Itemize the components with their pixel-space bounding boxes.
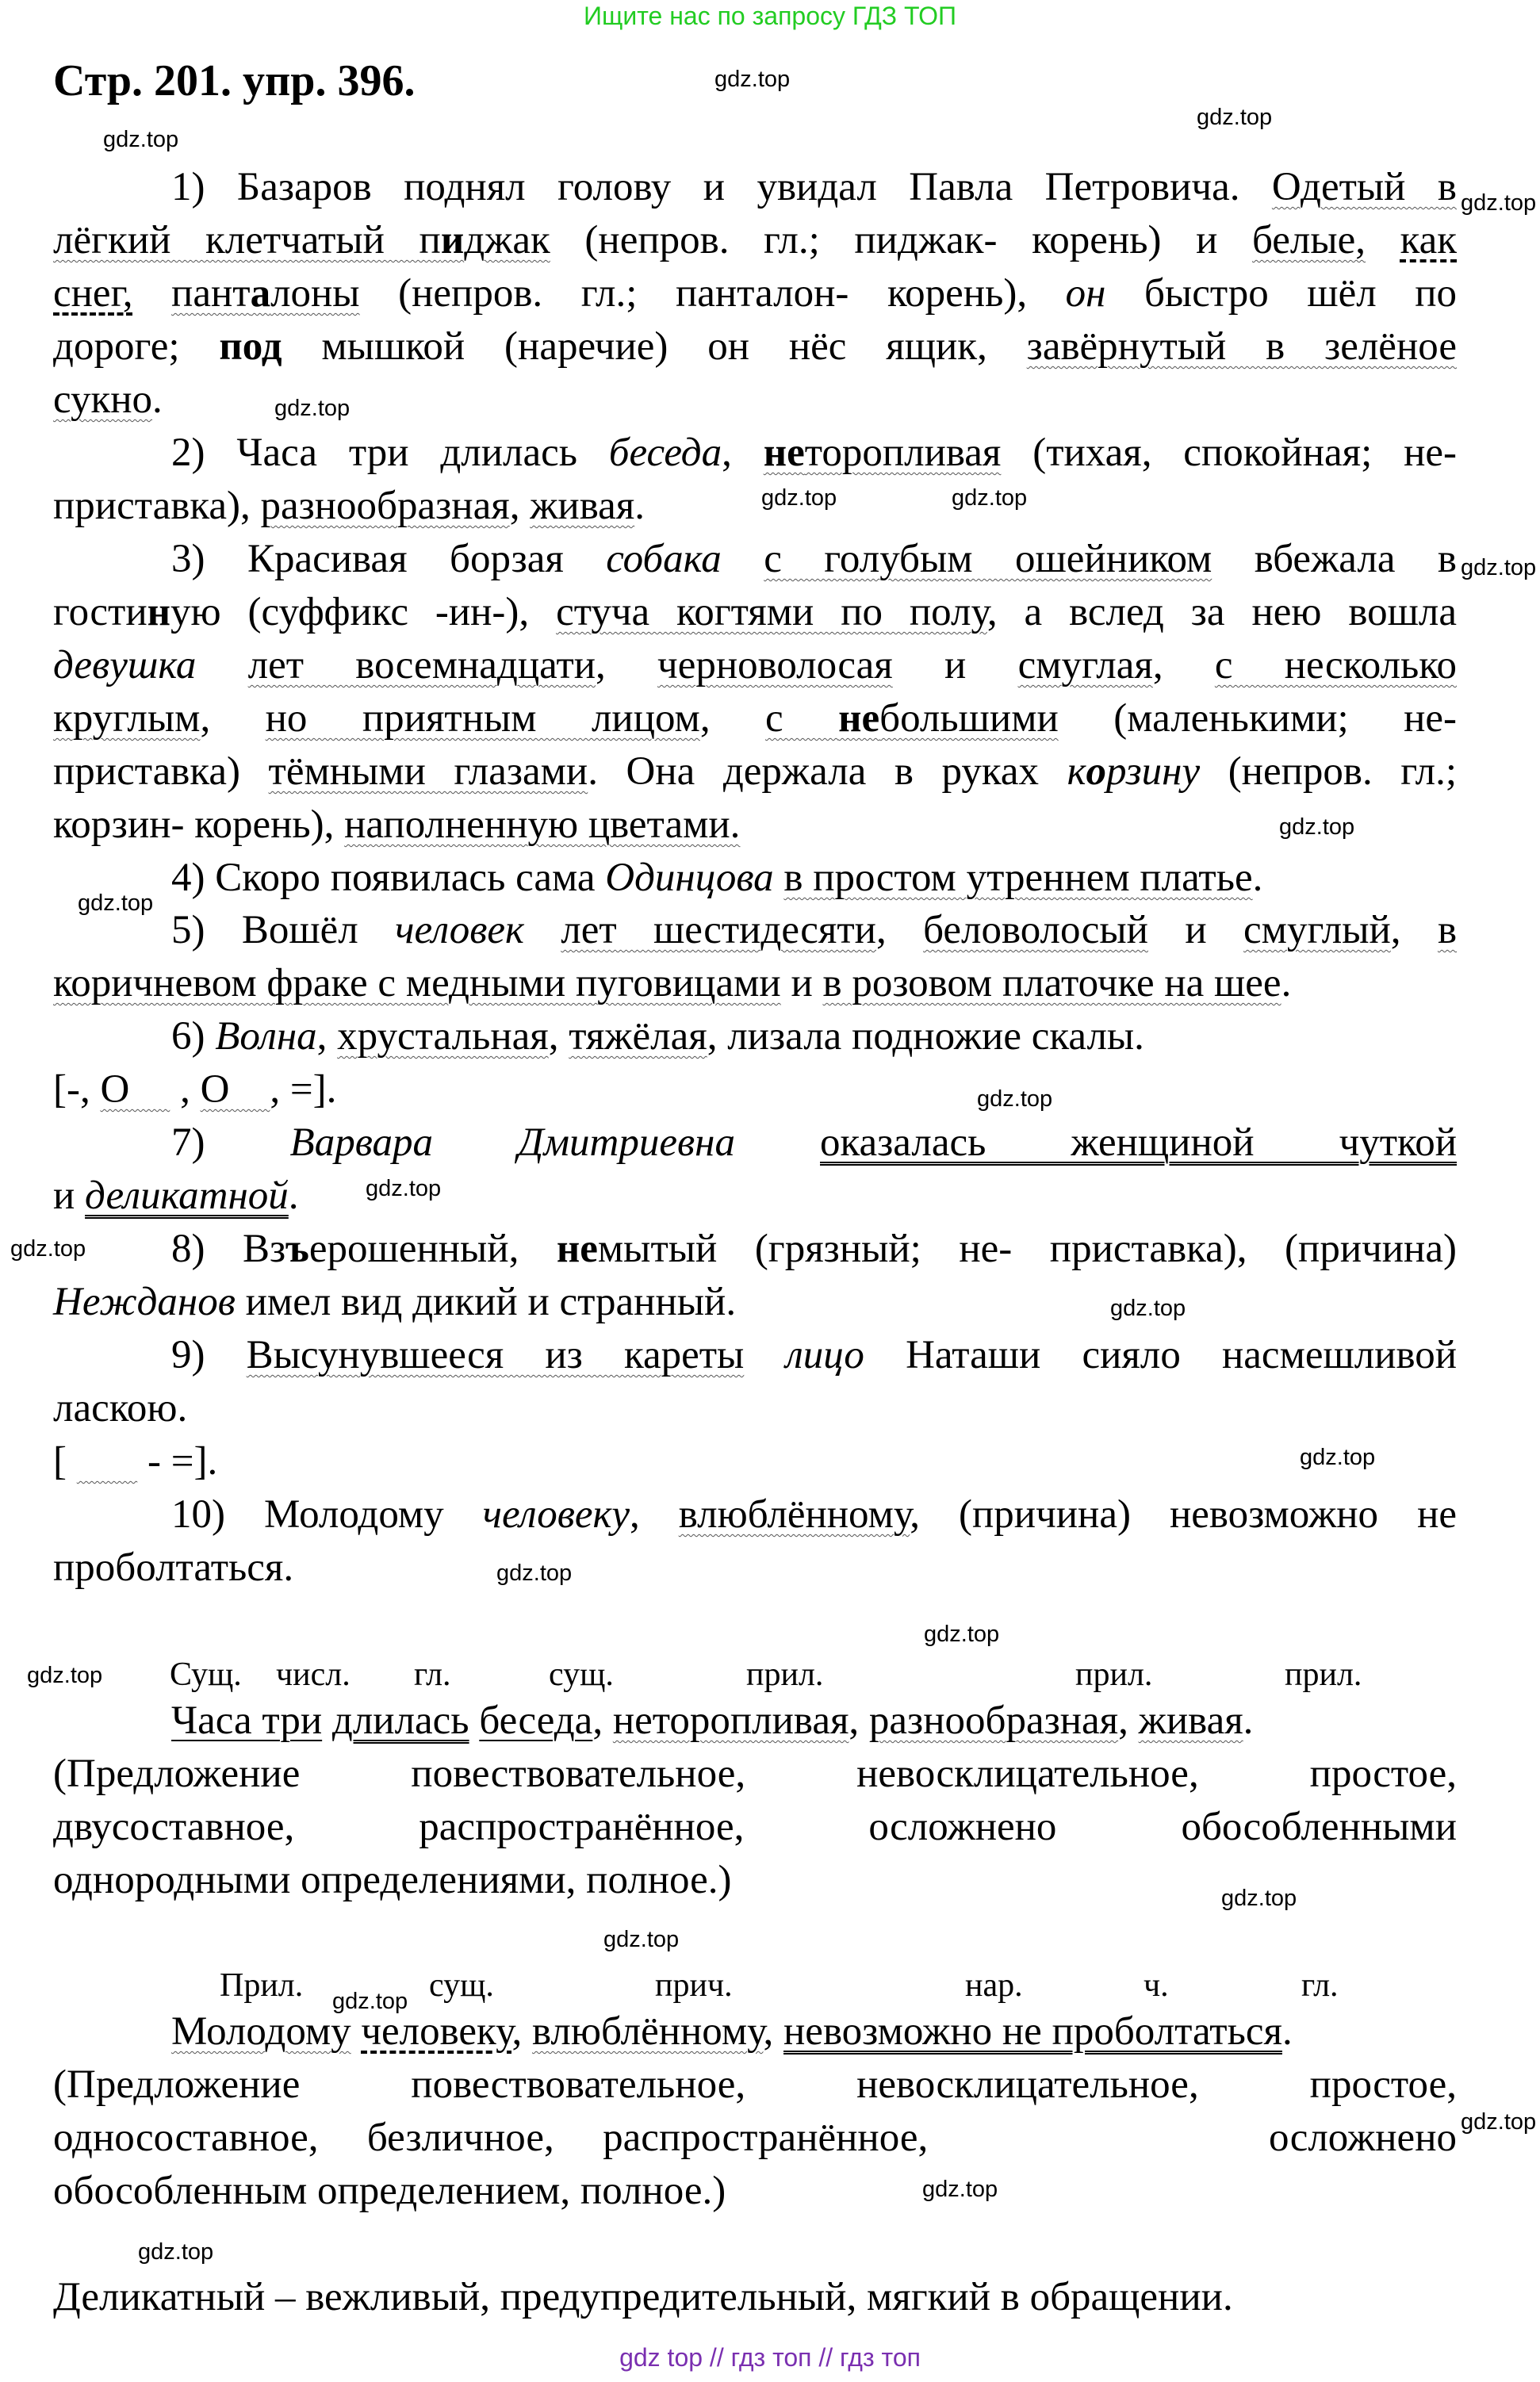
text-segment: . <box>1281 961 1292 1005</box>
text-segment: человек <box>395 908 524 952</box>
text-line <box>53 1170 1457 1222</box>
text-segment: он <box>1065 271 1106 316</box>
text-segment: 3) Красивая борзая <box>171 537 607 581</box>
text-segment: 4) Скоро появилась сама <box>171 856 606 900</box>
watermark: gdz.top <box>1300 1445 1376 1470</box>
text-line <box>53 904 1457 956</box>
text-segment: рзину <box>1105 749 1201 794</box>
text-segment: тяжёлая <box>569 1014 707 1059</box>
text-segment: обособленным определением, полное.) <box>53 2169 726 2213</box>
text-segment: (маленькими; не- <box>1058 696 1458 741</box>
text-segment: под <box>219 324 282 369</box>
text-segment: , <box>763 2009 784 2054</box>
text-segment: и <box>53 1174 86 1218</box>
watermark: gdz.top <box>1461 2109 1537 2135</box>
watermark: gdz.top <box>1279 814 1355 840</box>
pos-label: гл. <box>1301 1967 1339 2004</box>
text-segment: длилась <box>331 1698 469 1743</box>
text-segment: (непров. гл.; пиджак- корень) и <box>550 218 1252 262</box>
text-segment: ую (суффикс -ин-), <box>170 590 557 634</box>
text-segment: оказалась женщиной чуткой <box>820 1120 1458 1165</box>
pos-label: прил. <box>1285 1656 1362 1693</box>
text-segment: односоставное, безличное, распространённое, осложнено <box>53 2116 1457 2160</box>
watermark: gdz.top <box>103 127 179 152</box>
text-segment: , <box>316 1014 338 1059</box>
text-segment: хрустальная <box>337 1014 549 1059</box>
text-segment <box>722 537 764 581</box>
text-segment: 7) <box>171 1120 290 1165</box>
text-segment: девушка <box>53 643 197 687</box>
text-segment: большими <box>879 696 1059 741</box>
text-line <box>53 161 1457 213</box>
text-segment <box>1366 218 1400 262</box>
text-segment: коричневом фраке с медными пуговицами <box>53 961 781 1005</box>
text-segment: приставка), <box>53 484 261 528</box>
text-segment: мышкой (наречие) он нёс ящик, <box>282 324 1027 369</box>
text-segment: приставка) <box>53 749 269 794</box>
watermark: gdz.top <box>274 396 351 421</box>
text-segment: (Предложение повествовательное, невосклицательное, простое, <box>53 1752 1457 1796</box>
text-segment: не <box>556 1227 598 1271</box>
text-segment: (Предложение повествовательное, невосклицательное, простое, <box>53 2062 1457 2107</box>
watermark: gdz.top <box>78 890 154 916</box>
text-segment: джак <box>464 218 550 262</box>
text-segment <box>132 271 171 316</box>
text-segment <box>322 1698 332 1743</box>
text-segment: не <box>763 431 805 475</box>
text-segment: имел вид дикий и странный. <box>235 1280 737 1324</box>
text-segment: человеку <box>482 1492 630 1537</box>
watermark: gdz.top <box>922 2177 998 2202</box>
text-segment: , <box>875 908 924 952</box>
text-segment: завёрнутый в зелёное <box>1026 324 1457 369</box>
watermark: gdz.top <box>952 485 1028 511</box>
text-line <box>53 1063 1457 1116</box>
watermark: gdz.top <box>138 2239 214 2265</box>
text-line <box>53 1010 1457 1063</box>
text-segment: корзин- корень), <box>53 802 345 847</box>
text-line <box>53 1382 1457 1434</box>
text-segment: а <box>250 271 271 316</box>
text-line <box>53 214 1457 266</box>
text-segment: беловолосый <box>923 908 1148 952</box>
text-line <box>53 1276 1457 1328</box>
watermark: gdz.top <box>332 1989 408 2014</box>
text-segment: (непров. гл.; панталон- корень), <box>359 271 1066 316</box>
text-segment: , <box>1390 908 1438 952</box>
text-segment: с <box>765 696 839 741</box>
text-segment: , а вслед за нею вошла <box>986 590 1458 634</box>
text-segment: , лизала подножие скалы. <box>707 1014 1144 1059</box>
watermark: gdz.top <box>1197 105 1273 130</box>
text-segment: Наташи сияло насмешливой <box>864 1333 1458 1377</box>
text-segment: круглым <box>53 696 201 741</box>
text-segment: пант <box>171 271 251 316</box>
text-segment: (непров. гл.; <box>1200 749 1457 794</box>
pos-label: сущ. <box>549 1656 614 1693</box>
text-segment: , =]. <box>270 1067 337 1112</box>
text-segment: и <box>892 643 1018 687</box>
text-segment: беседа <box>608 431 722 475</box>
watermark: gdz.top <box>366 1176 442 1201</box>
text-segment: . Она держала в руках <box>588 749 1067 794</box>
text-line <box>53 1488 1457 1541</box>
text-segment: Деликатный – вежливый, предупредительный, мягкий в обращении. <box>53 2275 1233 2319</box>
page-title: Стр. 201. упр. 396. <box>53 56 416 105</box>
text-segment: [-, <box>53 1067 101 1112</box>
text-segment: о <box>1086 749 1106 794</box>
pos-label: Сущ. <box>170 1656 242 1693</box>
text-segment: , <box>548 1014 569 1059</box>
text-segment: но приятным лицом <box>265 696 700 741</box>
text-segment <box>774 856 784 900</box>
text-segment: О <box>200 1067 270 1112</box>
text-line <box>53 2058 1457 2111</box>
text-line <box>53 533 1457 585</box>
text-segment: О <box>100 1067 170 1112</box>
text-segment: . <box>1252 856 1263 900</box>
pos-label: прил. <box>1075 1656 1153 1693</box>
watermark: gdz.top <box>27 1663 103 1688</box>
text-line <box>53 1329 1457 1381</box>
text-segment: [ <box>53 1439 77 1484</box>
text-segment: ерошенный, <box>308 1227 557 1271</box>
text-segment: . <box>1243 1698 1254 1743</box>
text-segment <box>77 1439 138 1484</box>
pos-label: числ. <box>276 1656 351 1693</box>
text-segment <box>744 1333 785 1377</box>
pos-label: сущ. <box>429 1967 494 2004</box>
text-segment: (тихая, спокойная; не- <box>1001 431 1457 475</box>
watermark: gdz.top <box>603 1927 680 1952</box>
text-segment: черноволосая <box>657 643 893 687</box>
text-segment: разнообразная <box>868 1698 1119 1743</box>
text-segment: , <box>1118 1698 1139 1743</box>
text-line <box>53 427 1457 479</box>
text-segment: . <box>1281 2009 1293 2054</box>
text-segment: в простом утреннем платье <box>783 856 1253 900</box>
text-segment: , <box>596 643 658 687</box>
text-segment: как <box>1400 218 1458 262</box>
pos-label: прич. <box>655 1967 733 2004</box>
text-segment <box>469 1698 480 1743</box>
text-segment: вбежала в <box>1212 537 1458 581</box>
text-segment: , <box>699 696 766 741</box>
text-segment: неторопливая <box>612 1698 849 1743</box>
text-segment: и <box>440 218 465 262</box>
watermark: gdz.top <box>761 485 837 511</box>
text-segment: двусоставное, распространённое, осложнено обособленными <box>53 1805 1457 1849</box>
watermark: gdz.top <box>714 67 791 92</box>
text-segment: лёгкий клетчатый п <box>53 218 441 262</box>
text-segment: лет восемнадцати <box>247 643 596 687</box>
text-segment: 5) Вошёл <box>171 908 396 952</box>
text-segment: - =]. <box>137 1439 218 1484</box>
text-line <box>53 373 1457 426</box>
text-segment: Волна <box>215 1014 317 1059</box>
text-segment: собака <box>606 537 722 581</box>
text-segment: , (причина) невозможно не <box>910 1492 1457 1537</box>
text-line <box>53 639 1457 691</box>
text-segment: , <box>592 1698 613 1743</box>
text-segment: н <box>147 590 171 634</box>
text-segment: разнообразная <box>260 484 510 528</box>
text-segment: , <box>509 484 531 528</box>
pos-label: гл. <box>414 1656 451 1693</box>
text-segment: 9) <box>171 1333 247 1377</box>
text-segment: 8) Вз <box>171 1227 286 1271</box>
text-segment: снег, <box>53 271 133 316</box>
text-segment: 10) Молодому <box>171 1492 483 1537</box>
text-line <box>53 267 1457 320</box>
text-segment: живая <box>530 484 635 528</box>
text-segment: в розовом платочке на шее <box>822 961 1281 1005</box>
text-segment <box>524 908 561 952</box>
text-segment: ъ <box>285 1227 309 1271</box>
text-segment: торопливая <box>804 431 1002 475</box>
text-segment: однородными определениями, полное.) <box>53 1858 732 1902</box>
text-line <box>53 692 1457 745</box>
text-line <box>53 320 1457 373</box>
text-segment: Часа три <box>171 1698 323 1743</box>
text-segment: к <box>1067 749 1086 794</box>
watermark: gdz.top <box>977 1086 1053 1112</box>
text-segment: наполненную цветами. <box>344 802 741 847</box>
text-segment: , <box>1152 643 1215 687</box>
text-segment: влюблённому <box>532 2009 764 2054</box>
text-segment: невозможно не проболтаться <box>783 2009 1282 2054</box>
text-line <box>53 586 1457 638</box>
text-segment: Одинцова <box>605 856 774 900</box>
text-line <box>53 1801 1457 1853</box>
text-segment: Варвара Дмитриевна <box>289 1120 735 1165</box>
search-banner: Ищите нас по запросу ГДЗ ТОП <box>584 2 956 30</box>
text-segment: Высунувшееся из кареты <box>246 1333 745 1377</box>
pos-label: ч. <box>1144 1967 1169 2004</box>
watermark: gdz.top <box>496 1561 573 1586</box>
text-segment: лицо <box>785 1333 864 1377</box>
text-segment: Нежданов <box>53 1280 236 1324</box>
text-segment: . <box>152 377 163 422</box>
pos-label: нар. <box>965 1967 1023 2004</box>
text-segment: , <box>170 1067 201 1112</box>
text-segment <box>735 1120 820 1165</box>
text-segment <box>351 2009 362 2054</box>
text-segment: Молодому <box>171 2009 351 2054</box>
watermark: gdz.top <box>1110 1296 1186 1321</box>
text-segment: 1) Базаров поднял голову и увидал Павла Петровича. <box>171 165 1272 209</box>
footer-links[interactable]: gdz top // гдз топ // гдз топ <box>619 2343 921 2372</box>
text-segment: лоны <box>270 271 360 316</box>
text-line <box>53 798 1457 851</box>
text-segment: влюблённому <box>678 1492 910 1537</box>
text-line <box>53 2005 1457 2058</box>
text-line <box>53 1435 1457 1488</box>
text-line <box>53 1695 1457 1747</box>
text-segment: проболтаться. <box>53 1545 294 1590</box>
watermark: gdz.top <box>10 1236 86 1262</box>
text-segment: белые, <box>1251 218 1366 262</box>
text-segment: деликатной <box>85 1174 289 1218</box>
text-segment <box>196 643 247 687</box>
text-segment: беседа <box>479 1698 593 1743</box>
text-line <box>53 1223 1457 1275</box>
text-line <box>53 1116 1457 1169</box>
text-segment: ласкою. <box>53 1386 188 1430</box>
text-segment: дороге; <box>53 324 220 369</box>
text-line <box>53 852 1457 904</box>
text-segment: лет шестидесяти <box>561 908 876 952</box>
text-line <box>53 480 1457 532</box>
text-segment: 6) <box>171 1014 216 1059</box>
text-line <box>53 2112 1457 2164</box>
text-segment: быстро шёл по <box>1105 271 1457 316</box>
text-segment: и <box>780 961 823 1005</box>
text-segment: , <box>722 431 764 475</box>
text-line <box>53 2271 1457 2323</box>
text-segment: , <box>511 2009 532 2054</box>
text-segment: смуглая <box>1017 643 1153 687</box>
watermark: gdz.top <box>1221 1886 1297 1911</box>
text-line <box>53 957 1457 1009</box>
text-segment: . <box>288 1174 299 1218</box>
text-segment: Одетый в <box>1271 165 1457 209</box>
text-segment: человеку <box>361 2009 512 2054</box>
text-segment: , <box>849 1698 869 1743</box>
watermark: gdz.top <box>924 1622 1000 1647</box>
text-segment: сукно <box>53 377 153 422</box>
text-segment: , <box>200 696 266 741</box>
text-segment: живая <box>1138 1698 1243 1743</box>
text-segment: стуча когтями по полу <box>556 590 987 634</box>
watermark: gdz.top <box>1461 190 1537 216</box>
pos-label: Прил. <box>220 1967 304 2004</box>
text-segment: в <box>1437 908 1458 952</box>
text-segment: тёмными глазами <box>268 749 588 794</box>
text-segment: не <box>838 696 880 741</box>
text-line <box>53 745 1457 798</box>
text-segment: с несколько <box>1214 643 1457 687</box>
text-segment: , <box>629 1492 679 1537</box>
text-line <box>53 2165 1457 2217</box>
text-segment: гости <box>53 590 147 634</box>
text-line <box>53 1748 1457 1800</box>
text-segment: и <box>1147 908 1244 952</box>
text-segment: . <box>634 484 645 528</box>
text-line <box>53 1541 1457 1594</box>
watermark: gdz.top <box>1461 555 1537 580</box>
text-segment: с голубым ошейником <box>764 537 1212 581</box>
text-segment: мытый (грязный; не- приставка), (причина) <box>597 1227 1457 1271</box>
text-segment: 2) Часа три длилась <box>171 431 609 475</box>
pos-label: прил. <box>746 1656 824 1693</box>
text-segment: смуглый <box>1243 908 1391 952</box>
